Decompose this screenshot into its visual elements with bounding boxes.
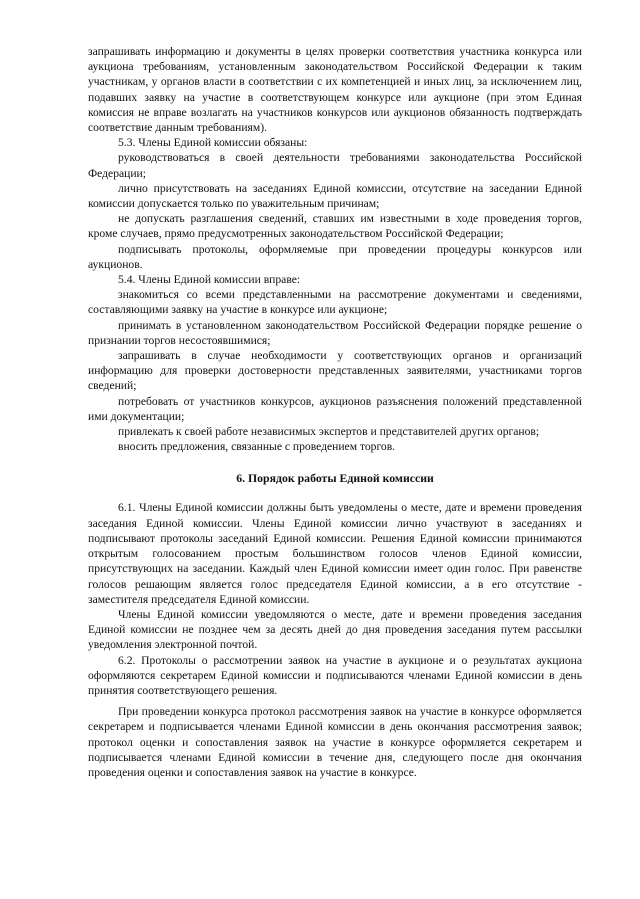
clause-5-4-heading: 5.4. Члены Единой комиссии вправе: <box>118 273 301 287</box>
document-page <box>88 44 582 780</box>
section-6-title: 6. Порядок работы Единой комиссии <box>236 471 434 486</box>
right-declare-failed: принимать в установленном законодательством Российской Федерации порядке решение о признании торгов несостоявшимися; <box>88 318 582 347</box>
clause-6-1: 6.1. Члены Единой комиссии должны быть уведомлены о месте, дате и времени проведения заседания Единой комиссии. Члены Единой комиссии лично участвуют в заседаниях и подписывают протоколы заседаний Единой комиссии. Решения Единой комиссии принимаются открытым голосованием простым большинством голосов членов Единой комиссии, присутствующих на заседании. Каждый член Единой комиссии имеет один голос. При равенстве голосов решающим является голос председателя Единой комиссии, а в его отсутствие - заместителя председателя Единой комиссии. <box>88 501 582 606</box>
clause-6-2: 6.2. Протоколы о рассмотрении заявок на участие в аукционе и о результатах аукциона оформляются секретарем Единой комиссии и подписываются членами Единой комиссии в день принятия соответствующего решения. <box>88 653 582 697</box>
duty-follow-law: руководствоваться в своей деятельности требованиями законодательства Российской Федерации; <box>88 151 582 180</box>
duty-sign-protocols: подписывать протоколы, оформляемые при проведении процедуры конкурсов или аукционов. <box>88 242 582 271</box>
paragraph-request-info: запрашивать информацию и документы в целях проверки соответствия участника конкурса или аукциона требованиям, установленным законодательством Российской Федерации к таким участникам, у органов власти в соответствии с их компетенцией и иных лиц, за исключением лиц, подавших заявку на участие в соответствующем конкурсе или аукционе (при этом Единая комиссия не вправе возлагать на участников конкурсов или аукционов обязанность подтверждать соответствие данным требованиям). <box>88 45 582 135</box>
paragraph-contest-protocols: При проведении конкурса протокол рассмотрения заявок на участие в конкурсе оформляется секретарем и подписывается членами Единой комиссии в день окончания рассмотрения заявок; протокол оценки и сопоставления заявок на участие в конкурсе оформляется секретарем и подписывается членами Единой комиссии в течение дня, следующего после дня окончания проведения оценки и сопоставления заявок на участие в конкурсе. <box>88 705 582 779</box>
right-involve-experts: привлекать к своей работе независимых экспертов и представителей других органов; <box>118 425 540 439</box>
right-review-documents: знакомиться со всеми представленными на рассмотрение документами и сведениями, составляющими заявку на участие в конкурсе или аукционе; <box>88 288 582 317</box>
right-request-information: запрашивать в случае необходимости у соответствующих органов и организаций информацию для проверки достоверности представленных заявителями, участниками торгов сведений; <box>88 349 582 393</box>
duty-attend-meetings: лично присутствовать на заседаниях Единой комиссии, отсутствие на заседании Единой комиссии допускается только по уважительным причинам; <box>88 181 582 211</box>
right-demand-clarification: потребовать от участников конкурсов, аукционов разъяснения положений представленной ими документации; <box>88 394 582 423</box>
right-make-proposals: вносить предложения, связанные с проведением торгов. <box>118 440 396 454</box>
duty-no-disclosure: не допускать разглашения сведений, ставших им известными в ходе проведения торгов, кроме случаев, прямо предусмотренных законодательством Российской Федерации; <box>88 212 582 241</box>
clause-5-3-heading: 5.3. Члены Единой комиссии обязаны: <box>118 136 308 150</box>
paragraph-notification: Члены Единой комиссии уведомляются о месте, дате и времени проведения заседания Единой комиссии не позднее чем за десять дней до дня проведения заседания путем рассылки уведомления электронной почтой. <box>88 607 582 652</box>
